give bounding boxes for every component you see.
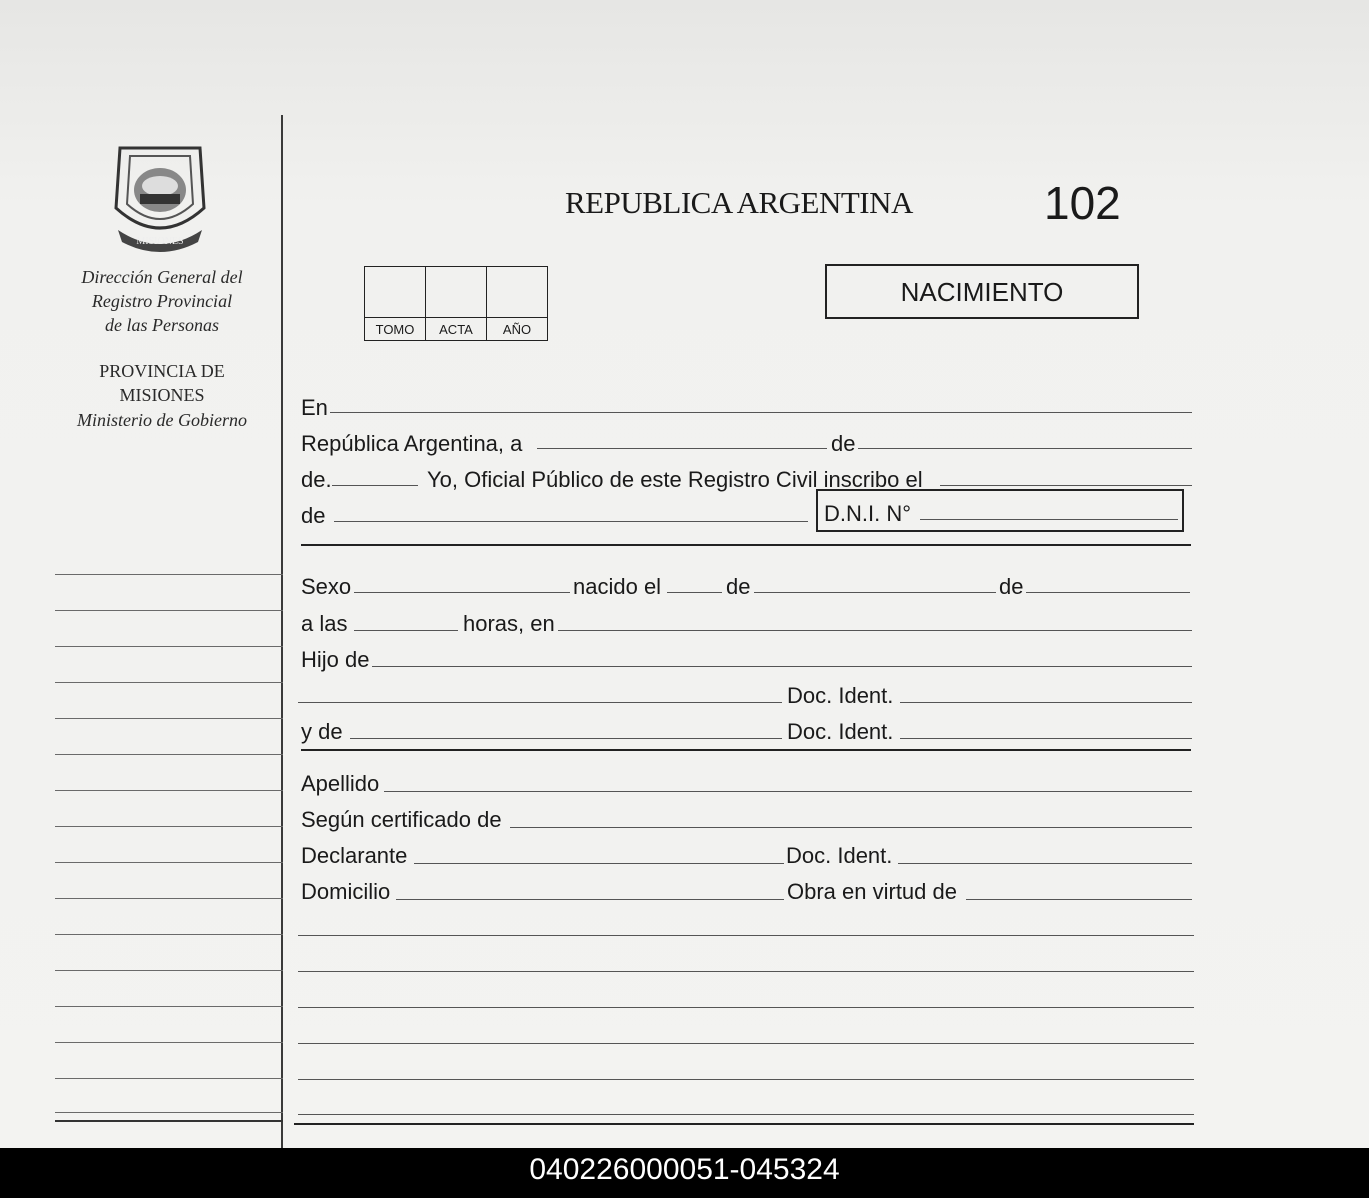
- margin-line: [55, 1006, 283, 1007]
- field-apellido[interactable]: [384, 791, 1192, 792]
- notes-line[interactable]: [298, 1114, 1194, 1115]
- margin-line: [55, 1120, 283, 1122]
- notes-line[interactable]: [298, 1007, 1194, 1008]
- margin-line: [55, 934, 283, 935]
- label-obra-en-virtud: Obra en virtud de: [787, 879, 957, 904]
- label-dni: D.N.I. N°: [824, 501, 912, 526]
- label-hijo-de: Hijo de: [301, 647, 370, 672]
- field-year[interactable]: [332, 485, 418, 486]
- bottom-rule: [294, 1123, 1194, 1125]
- notes-line[interactable]: [298, 1043, 1194, 1044]
- label-horas-en: horas, en: [463, 611, 555, 636]
- field-en[interactable]: [330, 412, 1192, 413]
- field-domicilio[interactable]: [396, 899, 784, 900]
- field-day[interactable]: [537, 448, 827, 449]
- institution-line-2: Registro Provincial: [91, 291, 233, 311]
- field-mother-name[interactable]: [350, 738, 782, 739]
- label-declarante: Declarante: [301, 843, 408, 868]
- section-divider: [301, 749, 1191, 751]
- label-segun-certificado: Según certificado de: [301, 807, 502, 832]
- field-birth-year[interactable]: [1026, 592, 1190, 593]
- province-line-1: PROVINCIA DE: [99, 361, 225, 381]
- margin-line: [55, 898, 283, 899]
- label-apellido: Apellido: [301, 771, 380, 796]
- label-domicilio: Domicilio: [301, 879, 391, 904]
- province-seal-icon: [108, 138, 212, 256]
- field-birth-month[interactable]: [754, 592, 996, 593]
- ano-field[interactable]: [487, 267, 548, 318]
- province-name: [52, 359, 272, 407]
- form-number: 102: [1044, 177, 1121, 229]
- field-mother-doc[interactable]: [900, 738, 1192, 739]
- label-sexo: Sexo: [301, 574, 352, 599]
- field-certificado[interactable]: [510, 827, 1192, 828]
- notes-line[interactable]: [298, 1079, 1194, 1080]
- field-sexo[interactable]: [354, 592, 570, 593]
- field-father-name[interactable]: [298, 702, 782, 703]
- field-name[interactable]: [334, 521, 808, 522]
- institution-line-3: de las Personas: [105, 315, 219, 335]
- margin-line: [55, 574, 283, 575]
- margin-line: [55, 826, 283, 827]
- volume-table: [364, 266, 548, 341]
- country-title: REPUBLICA ARGENTINA: [565, 185, 913, 220]
- margin-line: [55, 1078, 283, 1079]
- margin-line: [55, 790, 283, 791]
- label-nacido-el: nacido el: [573, 574, 662, 599]
- tomo-field[interactable]: [365, 267, 426, 318]
- field-declarante-doc[interactable]: [898, 863, 1192, 864]
- institution-line-1: Dirección General del: [81, 267, 243, 287]
- margin-line: [55, 970, 283, 971]
- label-doc-ident-mother: Doc. Ident.: [787, 719, 894, 744]
- field-month[interactable]: [858, 448, 1192, 449]
- record-type-box: NACIMIENTO: [825, 264, 1139, 319]
- label-de-year: de.: [301, 467, 332, 492]
- margin-line: [55, 1042, 283, 1043]
- label-de-month: de: [831, 431, 856, 456]
- margin-line: [55, 610, 283, 611]
- margin-line: [55, 754, 283, 755]
- margin-line: [55, 682, 283, 683]
- tomo-label: TOMO: [365, 318, 426, 341]
- label-y-de: y de: [301, 719, 343, 744]
- label-doc-ident-father: Doc. Ident.: [787, 683, 894, 708]
- field-inscribo[interactable]: [940, 485, 1192, 486]
- seal-lettering: MISIONES: [136, 236, 184, 247]
- margin-divider: [281, 115, 283, 1148]
- label-doc-ident-declarante: Doc. Ident.: [786, 843, 893, 868]
- section-divider: [301, 544, 1191, 546]
- margin-line: [55, 718, 283, 719]
- notes-line[interactable]: [298, 971, 1194, 972]
- ministry-name: Ministerio de Gobierno: [77, 410, 247, 430]
- label-inscribo: Yo, Oficial Público de este Registro Civil inscribo el: [427, 467, 923, 492]
- institution-name: [52, 265, 272, 337]
- ano-label: AÑO: [487, 318, 548, 341]
- field-parent[interactable]: [372, 666, 1192, 667]
- province-line-2: MISIONES: [119, 385, 205, 405]
- margin-line: [55, 862, 283, 863]
- label-de-birth-year: de: [999, 574, 1024, 599]
- barcode-caption: 040226000051-045324: [0, 1148, 1369, 1198]
- label-en: En: [301, 395, 328, 420]
- label-de-name: de: [301, 503, 326, 528]
- label-de-birth-month: de: [726, 574, 751, 599]
- field-dni[interactable]: [920, 519, 1178, 520]
- field-declarante[interactable]: [414, 863, 784, 864]
- acta-field[interactable]: [426, 267, 487, 318]
- margin-line: [55, 646, 283, 647]
- field-birth-day[interactable]: [667, 592, 722, 593]
- field-birth-place[interactable]: [558, 630, 1192, 631]
- field-hour[interactable]: [354, 630, 458, 631]
- label-republica: República Argentina, a: [301, 431, 523, 456]
- notes-line[interactable]: [298, 935, 1194, 936]
- margin-line: [55, 1112, 283, 1113]
- field-obra-en-virtud[interactable]: [966, 899, 1192, 900]
- label-a-las: a las: [301, 611, 348, 636]
- field-father-doc[interactable]: [900, 702, 1192, 703]
- acta-label: ACTA: [426, 318, 487, 341]
